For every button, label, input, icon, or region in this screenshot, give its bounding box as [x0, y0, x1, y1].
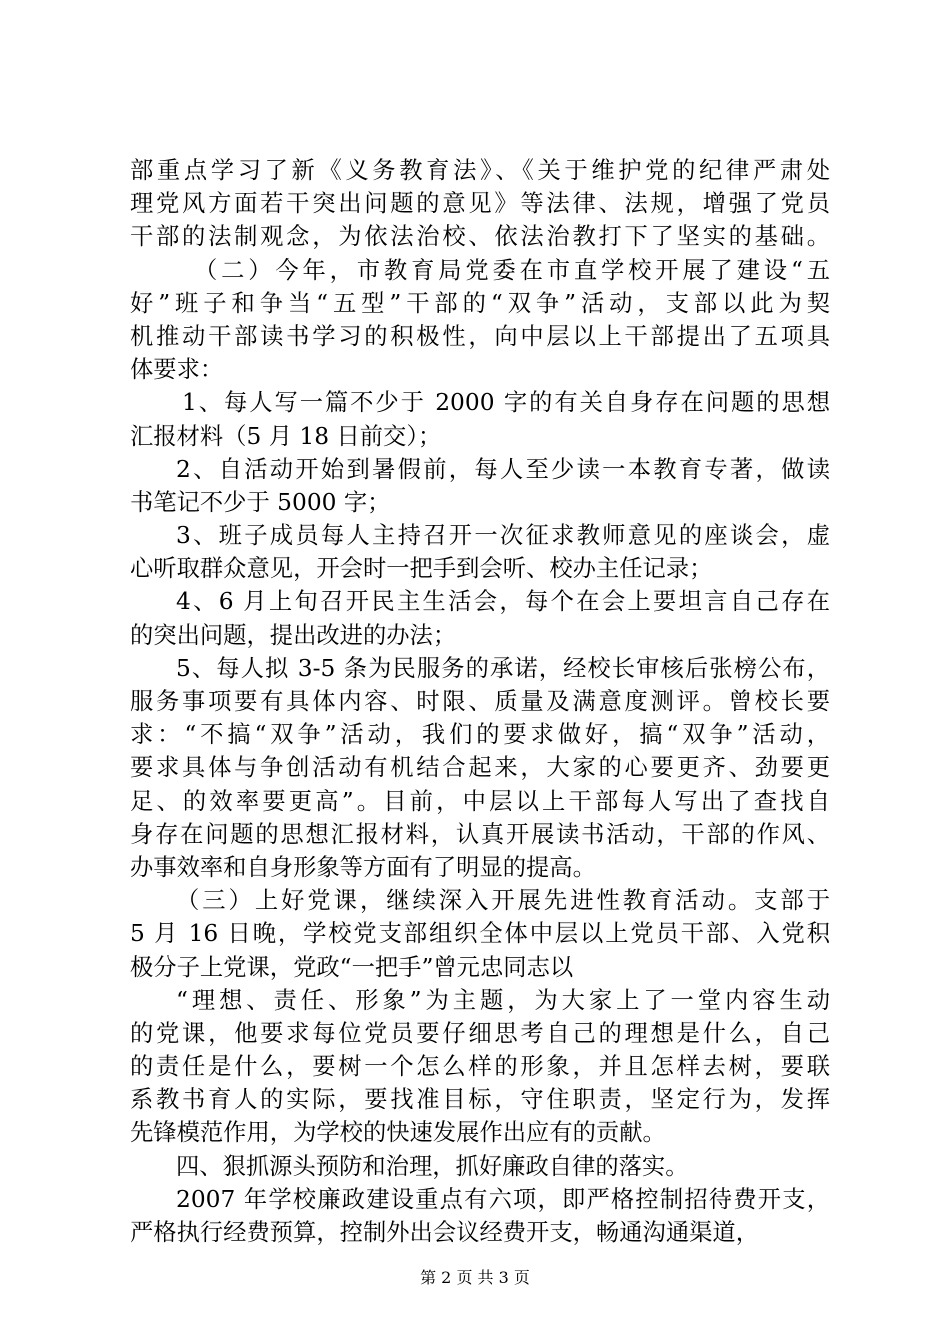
text-line: 的责任是什么，要树一个怎么样的形象，并且怎样去树，要联	[130, 1053, 830, 1081]
text-line: 汇报材料（5 月 18 日前交）；	[130, 422, 442, 450]
text-line: “理想、责任、形象”为主题，为大家上了一堂内容生动	[176, 986, 830, 1014]
text-line: （三）上好党课，继续深入开展先进性教育活动。支部于	[176, 887, 830, 915]
text-line: 2、自活动开始到暑假前，每人至少读一本教育专著，做读	[176, 455, 830, 483]
text-line: 办事效率和自身形象等方面有了明显的提高。	[130, 853, 596, 881]
text-line: 干部的法制观念，为依法治校、依法治教打下了坚实的基础。	[130, 223, 830, 251]
text-line: 四、狠抓源头预防和治理，抓好廉政自律的落实。	[176, 1152, 689, 1180]
text-line: （二）今年，市教育局党委在市直学校开展了建设“五	[194, 256, 830, 284]
text-line: 的党课，他要求每位党员要仔细思考自己的理想是什么，自己	[130, 1019, 830, 1047]
text-line: 求：“不搞“双争”活动，我们的要求做好，搞“双争”活动，	[130, 721, 830, 749]
text-line: 5 月 16 日晚，学校党支部组织全体中层以上党员干部、入党积	[130, 920, 830, 948]
text-line: 机推动干部读书学习的积极性，向中层以上干部提出了五项具	[130, 322, 830, 350]
text-line: 理党风方面若干突出问题的意见》等法律、法规，增强了党员	[130, 190, 830, 218]
text-line: 要求具体与争创活动有机结合起来，大家的心要更齐、劲要更	[130, 754, 830, 782]
text-line: 好”班子和争当“五型”干部的“双争”活动，支部以此为契	[130, 289, 830, 317]
text-line: 部重点学习了新《义务教育法》、《关于维护党的纪律严肃处	[130, 157, 830, 184]
text-line: 2007 年学校廉政建设重点有六项，即严格控制招待费开支，	[176, 1185, 830, 1213]
text-line: 足、的效率要更高”。目前，中层以上干部每人写出了查找自	[130, 787, 830, 815]
text-line: 极分子上党课，党政“一把手”曾元忠同志以	[130, 953, 574, 981]
text-line: 书笔记不少于 5000 字；	[130, 488, 391, 516]
text-line: 4、6 月上旬召开民主生活会，每个在会上要坦言自己存在	[176, 588, 830, 616]
text-line: 先锋模范作用，为学校的快速发展作出应有的贡献。	[130, 1119, 666, 1147]
page-number: 第 2 页 共 3 页	[420, 1268, 530, 1287]
text-line: 3、班子成员每人主持召开一次征求教师意见的座谈会，虚	[176, 522, 830, 550]
text-line: 1、每人写一篇不少于 2000 字的有关自身存在问题的思想	[182, 389, 830, 417]
text-line: 系教书育人的实际，要找准目标，守住职责，坚定行为，发挥	[130, 1086, 830, 1114]
text-line: 5、每人拟 3-5 条为民服务的承诺，经校长审核后张榜公布，	[176, 654, 830, 682]
text-line: 心听取群众意见，开会时一把手到会听、校办主任记录；	[130, 555, 713, 583]
text-line: 的突出问题，提出改进的办法；	[130, 621, 457, 649]
text-line: 严格执行经费预算，控制外出会议经费开支，畅通沟通渠道，	[130, 1219, 760, 1246]
text-line: 体要求：	[130, 356, 224, 384]
text-line: 身存在问题的思想汇报材料，认真开展读书活动，干部的作风、	[130, 820, 830, 848]
text-line: 服务事项要有具体内容、时限、质量及满意度测评。曾校长要	[130, 688, 830, 715]
